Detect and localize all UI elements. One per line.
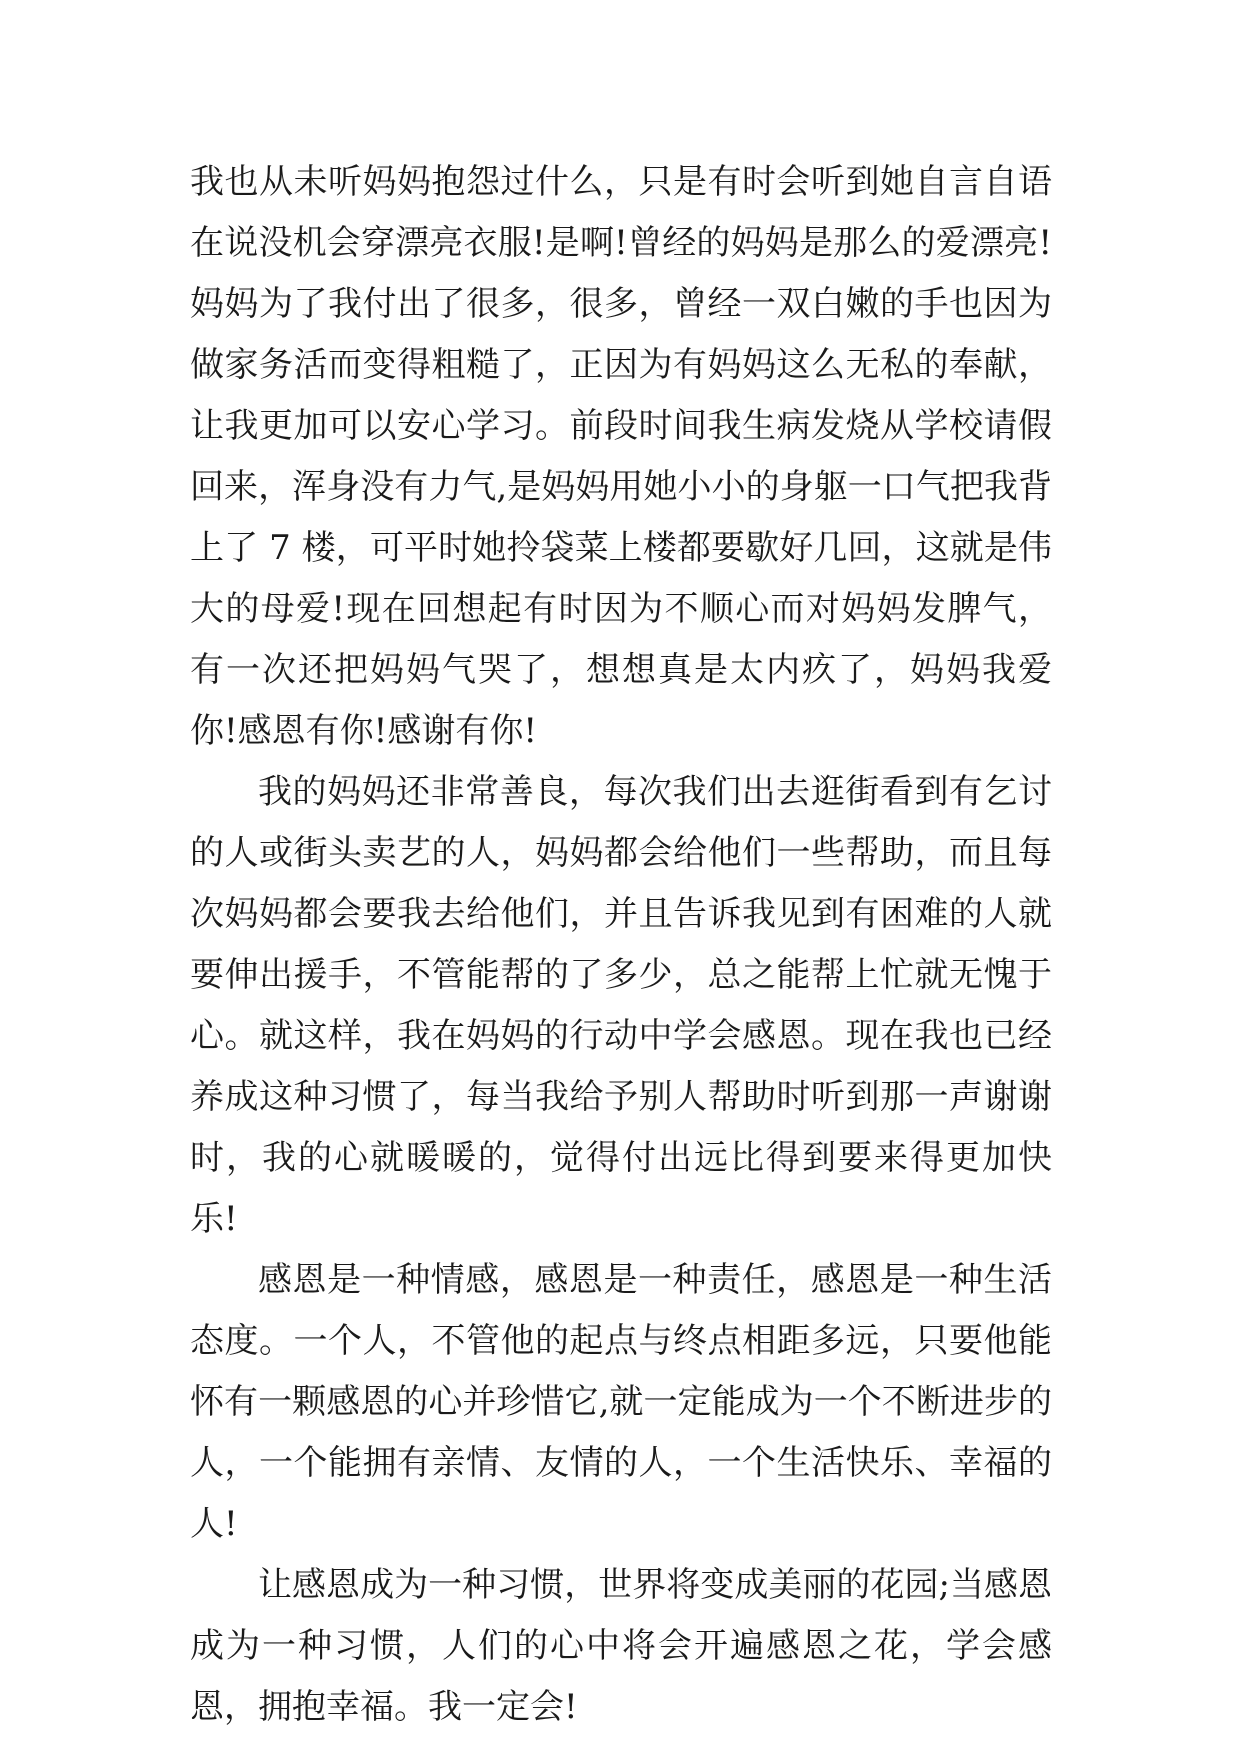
document-body	[190, 152, 1052, 1738]
paragraph-3: 感恩是一种情感，感恩是一种责任，感恩是一种生活态度。一个人，不管他的起点与终点相距多远，只要他能怀有一颗感恩的心并珍惜它,就一定能成为一个不断进步的人，一个能拥有亲情、友情的人，一个生活快乐、幸福的人!	[190, 1260, 1052, 1544]
paragraph-4: 让感恩成为一种习惯，世界将变成美丽的花园;当感恩成为一种习惯，人们的心中将会开遍感恩之花，学会感恩，拥抱幸福。我一定会!	[190, 1565, 1052, 1727]
paragraph-1: 我也从未听妈妈抱怨过什么，只是有时会听到她自言自语在说没机会穿漂亮衣服!是啊!曾经的妈妈是那么的爱漂亮!妈妈为了我付出了很多，很多，曾经一双白嫩的手也因为做家务活而变得粗糙了，正因为有妈妈这么无私的奉献，让我更加可以安心学习。前段时间我生病发烧从学校请假回来，浑身没有力气,是妈妈用她小小的身躯一口气把我背上了 7 楼，可平时她拎袋菜上楼都要歇好几回，这就是伟大的母爱!现在回想起有时因为不顺心而对妈妈发脾气，有一次还把妈妈气哭了，想想真是太内疚了，妈妈我爱你!感恩有你!感谢有你!	[190, 162, 1052, 751]
paragraph-2: 我的妈妈还非常善良，每次我们出去逛街看到有乞讨的人或街头卖艺的人，妈妈都会给他们一些帮助，而且每次妈妈都会要我去给他们，并且告诉我见到有困难的人就要伸出援手，不管能帮的了多少，总之能帮上忙就无愧于心。就这样，我在妈妈的行动中学会感恩。现在我也已经养成这种习惯了，每当我给予别人帮助时听到那一声谢谢时，我的心就暖暖的，觉得付出远比得到要来得更加快乐!	[190, 772, 1052, 1239]
